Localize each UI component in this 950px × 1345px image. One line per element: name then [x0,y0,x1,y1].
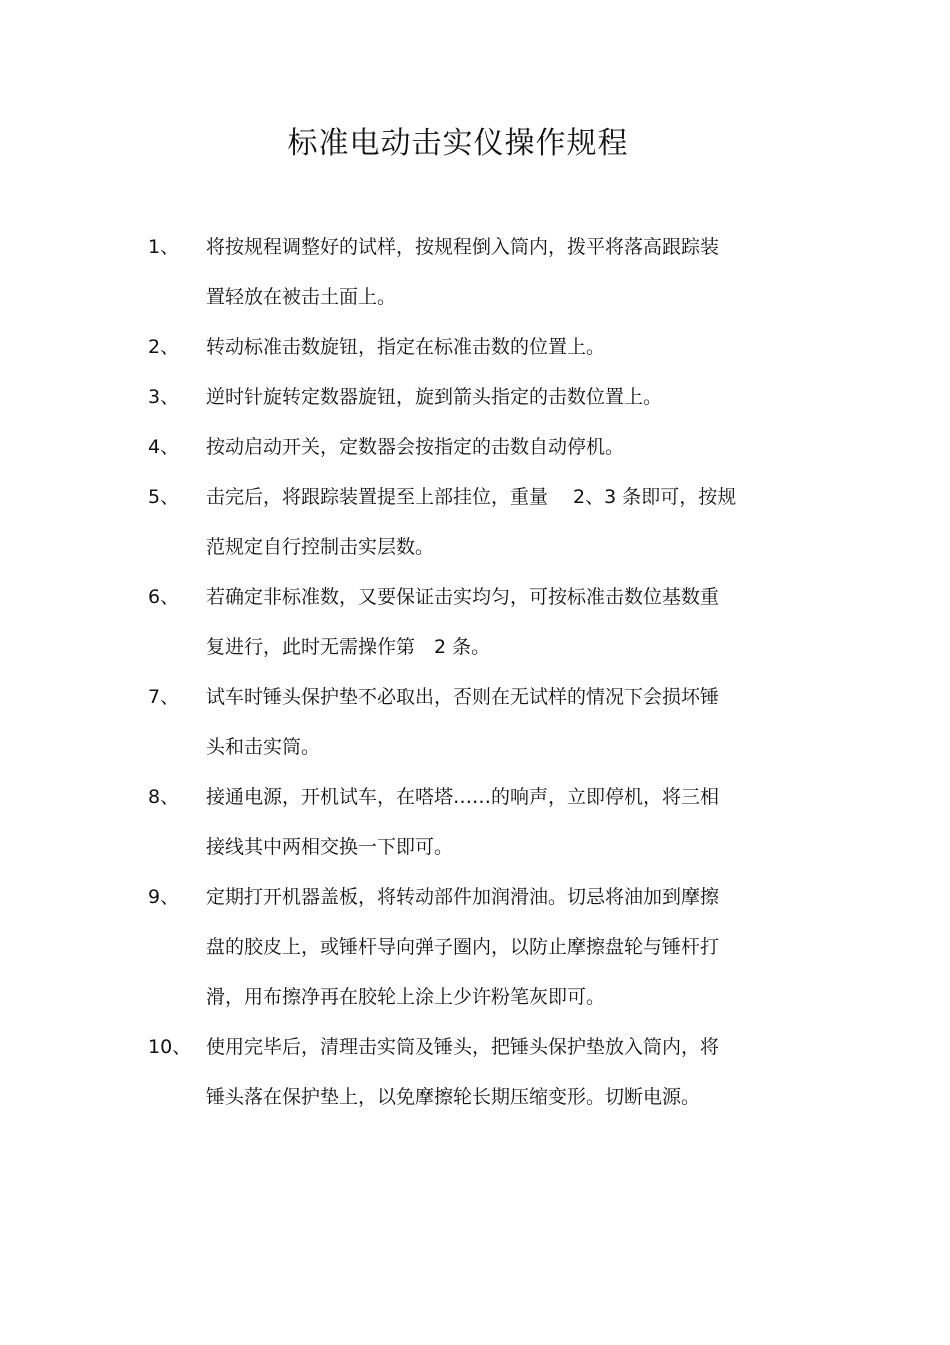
item-number: 8、 [148,786,180,808]
item-text-line: 定期打开机器盖板，将转动部件加润滑油。切忌将油加到摩擦 [206,886,720,908]
item-text-line: 范规定自行控制击实层数。 [206,536,435,558]
item-text-line: 试车时锤头保护垫不必取出，否则在无试样的情况下会损坏锤 [206,686,720,708]
item-text-line: 头和击实筒。 [206,736,321,758]
item-number: 2、 [148,336,180,358]
item-text-line: 转动标准击数旋钮，指定在标准击数的位置上。 [206,336,606,358]
list-item [0,1022,950,1122]
list-item [0,322,950,372]
item-text-line: 使用完毕后，清理击实筒及锤头，把锤头保护垫放入筒内，将 [206,1036,720,1058]
item-number: 7、 [148,686,180,708]
item-number: 1、 [148,236,180,258]
item-text-line: 击完后，将跟踪装置提至上部挂位，重量 2、3 条即可，按规 [206,486,737,508]
list-item [0,472,950,572]
item-number: 3、 [148,386,180,408]
item-text-line: 按动启动开关，定数器会按指定的击数自动停机。 [206,436,625,458]
item-number: 4、 [148,436,180,458]
item-text-line: 若确定非标准数，又要保证击实均匀，可按标准击数位基数重 [206,586,720,608]
list-item [0,572,950,672]
list-item [0,422,950,472]
list-item [0,872,950,1022]
item-text-line: 接通电源，开机试车，在嗒塔……的响声，立即停机，将三相 [206,786,720,808]
item-number: 5、 [148,486,180,508]
item-text-line: 复进行，此时无需操作第 2 条。 [206,636,491,658]
item-text-line: 接线其中两相交换一下即可。 [206,836,454,858]
item-text-line: 滑，用布擦净再在胶轮上涂上少许粉笔灰即可。 [206,986,606,1008]
item-number: 6、 [148,586,180,608]
item-text-line: 置轻放在被击土面上。 [206,286,397,308]
list-item [0,372,950,422]
item-number: 9、 [148,886,180,908]
procedure-list [0,222,950,1122]
list-item [0,222,950,322]
item-text-line: 盘的胶皮上，或锤杆导向弹子圈内，以防止摩擦盘轮与锤杆打 [206,936,720,958]
list-item [0,772,950,872]
item-text-line: 逆时针旋转定数器旋钮，旋到箭头指定的击数位置上。 [206,386,663,408]
list-item [0,672,950,772]
item-text-line: 锤头落在保护垫上，以免摩擦轮长期压缩变形。切断电源。 [206,1086,701,1108]
item-text-line: 将按规程调整好的试样，按规程倒入筒内，拨平将落高跟踪装 [206,236,720,258]
document-title: 标准电动击实仪操作规程 [287,126,629,161]
item-number: 10、 [148,1036,192,1058]
